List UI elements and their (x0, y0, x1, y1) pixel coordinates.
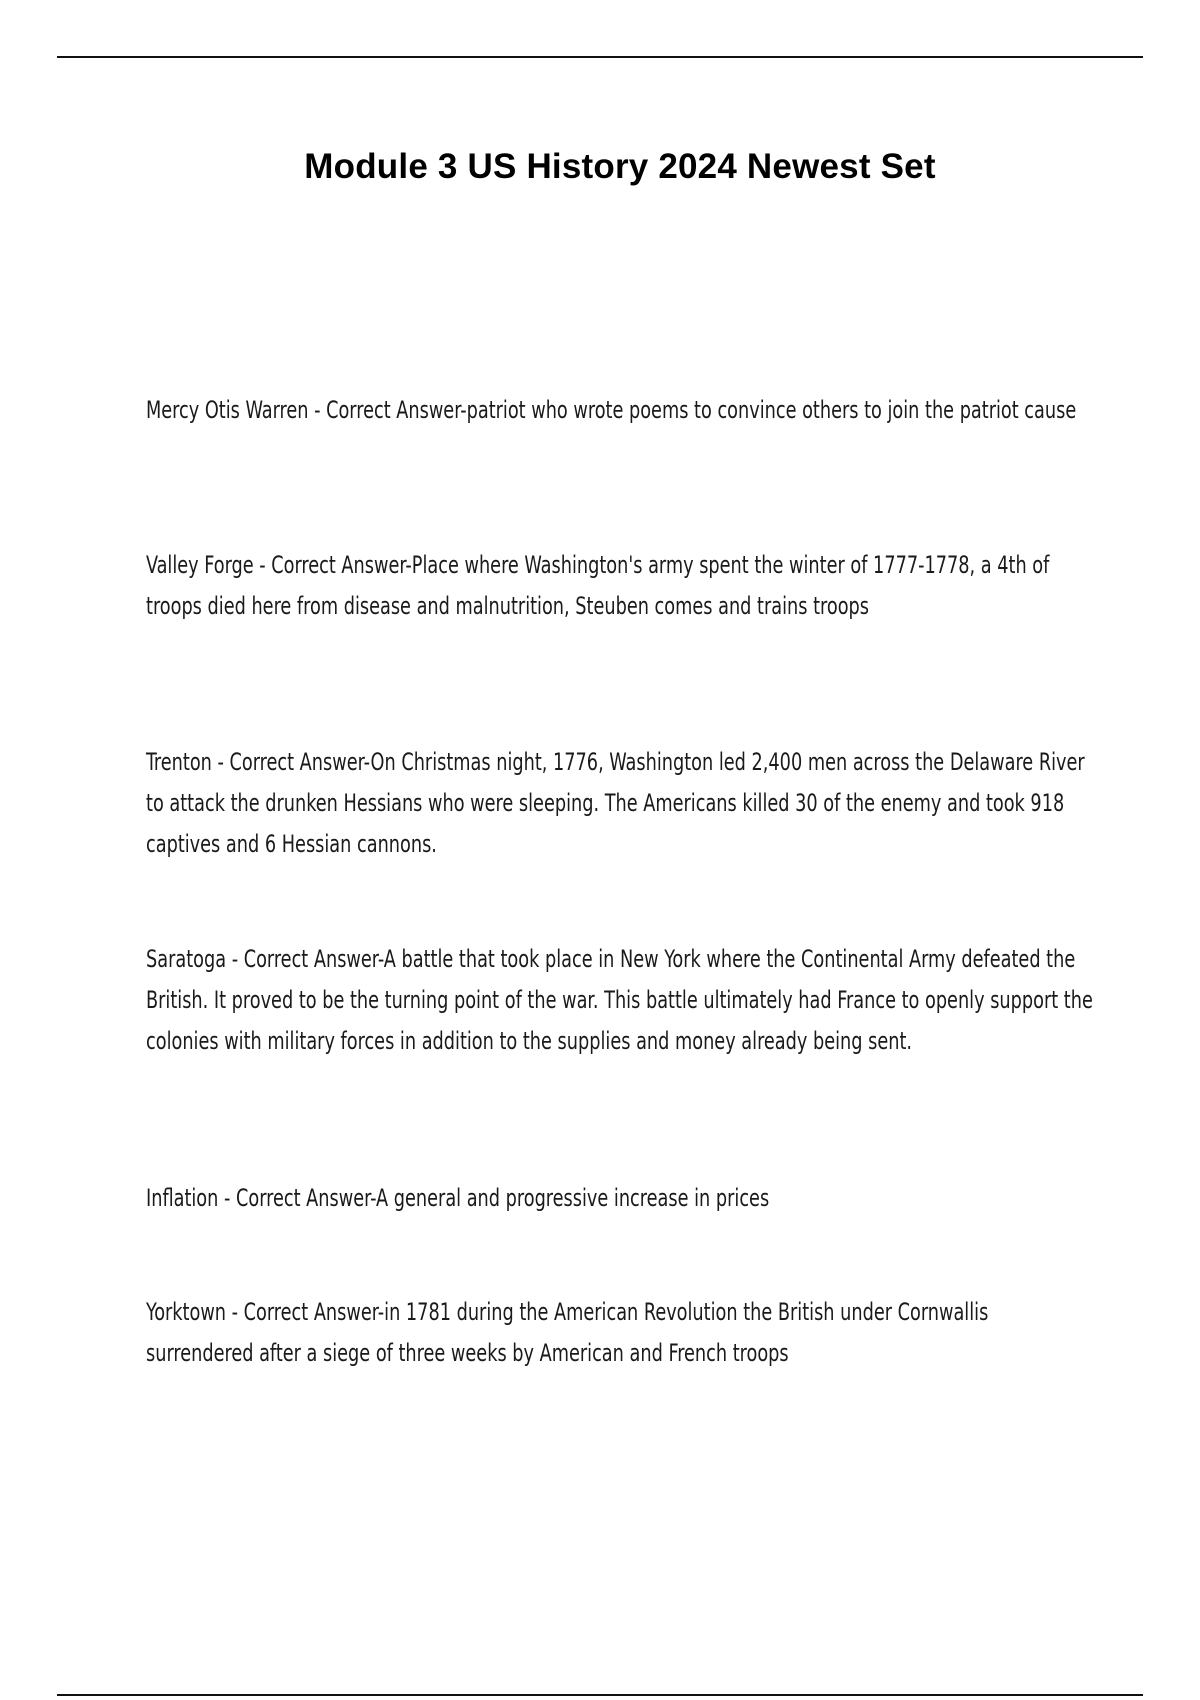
entry-mercy-otis-warren: Mercy Otis Warren - Correct Answer-patriot who wrote poems to convince others to join the patriot cause (146, 396, 1077, 424)
entry-trenton: Trenton - Correct Answer-On Christmas night, 1776, Washington led 2,400 men across the Delaware River to attack the drunken Hessians who were sleeping. The Americans killed 30 of the enemy and took 918 captives and 6 Hessian cannons. (146, 748, 1085, 858)
document-title: Module 3 US History 2024 Newest Set (304, 147, 936, 186)
bottom-divider (57, 1694, 1143, 1696)
entry-saratoga: Saratoga - Correct Answer-A battle that took place in New York where the Continental Army defeated the British. It proved to be the turning point of the war. This battle ultimately had France to openly support the colonies with military forces in addition to the supplies and money already being sent. (146, 945, 1093, 1055)
entry-valley-forge: Valley Forge - Correct Answer-Place where Washington's army spent the winter of 1777-1778, a 4th of troops died here from disease and malnutrition, Steuben comes and trains troops (146, 551, 1050, 620)
entry-yorktown: Yorktown - Correct Answer-in 1781 during the American Revolution the British under Cornwallis surrendered after a siege of three weeks by American and French troops (146, 1298, 989, 1367)
entry-inflation: Inflation - Correct Answer-A general and progressive increase in prices (146, 1184, 770, 1212)
top-divider (57, 56, 1143, 58)
